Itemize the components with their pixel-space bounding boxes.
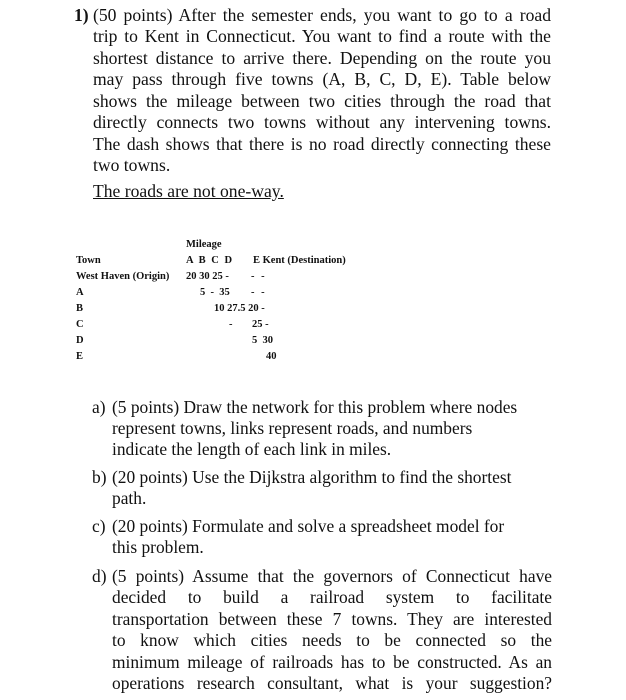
part-line: to know which cities needs to be connected so the xyxy=(112,630,552,650)
part-line: this problem. xyxy=(112,537,204,557)
part-label: b) xyxy=(92,467,107,487)
question-line: shortest distance to arrive there. Depending on the route you xyxy=(93,48,551,68)
table-column-headers: E Kent (Destination) xyxy=(253,255,346,266)
part-line: (5 points) Assume that the governors of Connecticut have xyxy=(112,566,552,586)
table-title: Mileage xyxy=(186,239,222,250)
question-line: directly connects two towns without any intervening towns. xyxy=(93,112,551,132)
table-row-values: 5 - 35 xyxy=(200,287,230,298)
part-label: c) xyxy=(92,516,106,536)
table-row-values: - - xyxy=(251,271,267,282)
table-row-label: D xyxy=(76,335,84,346)
part-line: transportation between these 7 towns. They are interested xyxy=(112,609,552,629)
part-label: a) xyxy=(92,397,106,417)
part-line: path. xyxy=(112,488,147,508)
table-row-label: C xyxy=(76,319,84,330)
part-line: decided to build a railroad system to facilitate xyxy=(112,587,552,607)
question-line: trip to Kent in Connecticut. You want to find a route with the xyxy=(93,26,551,46)
table-row-label: West Haven (Origin) xyxy=(76,271,170,282)
part-label: d) xyxy=(92,566,107,586)
table-row-label: B xyxy=(76,303,84,314)
question-line: (50 points) After the semester ends, you want to go to a road xyxy=(93,5,551,25)
part-line: (20 points) Formulate and solve a spreadsheet model for xyxy=(112,516,505,536)
question-line: The dash shows that there is no road directly connecting these xyxy=(93,134,551,154)
question-line: may pass through five towns (A, B, C, D, E). Table below xyxy=(93,69,551,89)
table-row-values: 5 30 xyxy=(252,335,273,346)
part-line: minimum mileage of railroads has to be constructed. As an xyxy=(112,652,552,672)
table-row-label: A xyxy=(76,287,84,298)
table-row-header: Town xyxy=(76,255,101,266)
part-line: indicate the length of each link in miles. xyxy=(112,439,392,459)
question-number: 1) xyxy=(74,5,89,25)
part-line: (20 points) Use the Dijkstra algorithm to find the shortest xyxy=(112,467,512,487)
part-line: operations research consultant, what is your suggestion? xyxy=(112,673,552,693)
table-row-values: - - xyxy=(251,287,267,298)
question-line: shows the mileage between two cities through the road that xyxy=(93,91,551,111)
table-row-values: 20 30 25 - xyxy=(186,271,229,282)
roads-note: The roads are not one-way. xyxy=(93,181,284,201)
table-row-values: 10 27.5 20 - xyxy=(214,303,265,314)
part-line: (5 points) Draw the network for this problem where nodes xyxy=(112,397,518,417)
question-line: two towns. xyxy=(93,155,171,175)
table-row-label: E xyxy=(76,351,84,362)
table-column-headers: A B C D xyxy=(186,255,234,266)
table-row-values: 25 - xyxy=(252,319,269,330)
part-line: represent towns, links represent roads, and numbers xyxy=(112,418,473,438)
table-row-values: - xyxy=(229,319,233,330)
table-row-values: 40 xyxy=(266,351,277,362)
